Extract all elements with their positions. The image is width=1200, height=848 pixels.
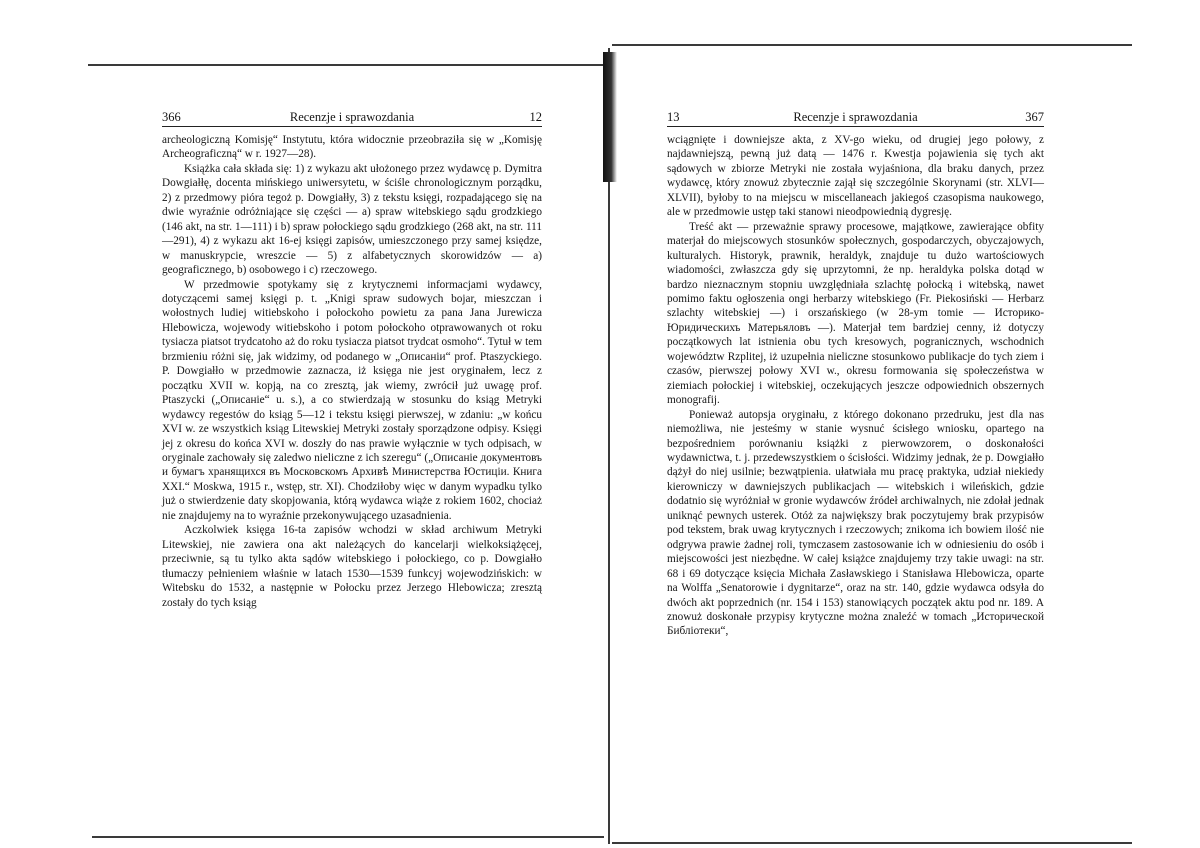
left-page-bottom-edge (92, 836, 604, 838)
right-page-header (667, 108, 1044, 127)
left-page-top-edge (88, 64, 608, 66)
paragraph: wciągnięte i downiejsze akta, z XV-go wieku, od drugiej jego połowy, z najdawniejszą, pewną już datą — 1476 r. Kwestja pojawienia się tych akt sądowych w zbiorze Metryki nie została wyjaśniona, dla braku danych, przez wydawcę, który znowuż zbytecznie zajął się szczególnie Skorynami (str. XLVI—XLVII), byłoby to na miejscu w miscellaneach jakiegoś czasopisma naukowego, ale w przedmowie ustęp taki stanowi nieodpowiednią dygresję. (667, 134, 1044, 219)
right-page-body (667, 133, 1044, 639)
left-page-header (162, 108, 542, 127)
paragraph: Treść akt — przeważnie sprawy procesowe, majątkowe, zawierające obfity materjał do miejscowych stosunków społecznych, gospodarczych, obyczajowych, kulturalych. Historyk, prawnik, heraldyk, znajduje tu dużo wartościowych wiadomości, zwłaszcza gdy się uprzytomni, że np. heraldyka polska dotąd w bardzo nieznacznym stopniu uwzględniała szlachtę połocką i witebską, nawet pomimo faktu ogłoszenia ongi herbarzy witebskiego (Fr. Piekosiński — Herbarz szlachty witebskiej —) i orszańskiego (w 28-ym tomie — Историко-Юридическихъ Матерьяловъ —). Materjał tem bardziej cenny, iż dotyczy początkowych lat istnienia obu tych kresowych, pogranicznych, wschodnich województw Rzplitej, iż uzupełnia nieliczne stosunkowo publikacje do tych ziem i czasów, pierwszej połowy XVI w., okresu formowania się społeczeństwa w ziemiach połockiej i witebskiej, oczekujących jeszcze odpowiednich obszernych monografij. (667, 220, 1044, 407)
left-section-number: 12 (529, 110, 542, 124)
left-page-number: 366 (162, 110, 181, 124)
paragraph: Ponieważ autopsja oryginału, z którego dokonano przedruku, jest dla nas niemożliwa, nie jesteśmy w stanie wysnuć ścisłego wniosku, opartego na bezpośredniem porównaniu książki z pierwowzorem, o doskonałości wydawnictwa, t. j. przedewszystkiem o ścisłości. Widzimy jednak, że p. Dowgiałło dążył do niej usilnie; bezwątpienia. ułatwiała mu pracę praktyka, udział niekiedy kierowniczy w dawniejszych publikacjach — witebskich i wileńskich, gdzie dodatnio się wyróżniał w gronie wydawców źródeł archiwalnych, nie zdołał jednak uniknąć pewnych usterek. Otóż za największy brak poczytujemy brak przypisów pod tekstem, brak uwag krytycznych i rzeczowych; znikoma ich bowiem ilość nie odgrywa prawie żadnej roli, tymczasem zastosowanie ich w odniesieniu do osób i miejscowości jest niezbędne. W całej książce znajdujemy trzy takie uwagi: na str. 68 i 69 dotyczące księcia Michała Zasławskiego i Stanisława Hlebowicza, oparte na Wolffa „Senatorowie i dygnitarze“, oraz na str. 140, gdzie wydawca odsyła do dwóch akt poprzednich (nr. 154 i 153) stanowiących początek aktu pod nr. 189. A znowuż doskonałe przypisy krytyczne można znaleźć w tomach „Исторической Библіотеки“, (667, 408, 1044, 638)
right-page-number: 367 (1025, 110, 1044, 124)
gutter-shadow (603, 52, 617, 182)
paragraph: W przedmowie spotykamy się z krytycznemi informacjami wydawcy, dotyczącemi samej księgi p. t. „Knigi spraw sudowych bojar, mieszczan i wołostnych ludiej witiebskoho i połockoho powietu za pana Jana Jurewicza Hlebowicza, wojewody witiebskoho i potom połockoho otprawowanych ot roku tysiacza piatsot trydcatoho aż do roku tysiacza piatsot trydcat osmoho“. Tytuł w tem brzmieniu różni się, jak widzimy, od podanego w „Описаніи“ prof. Ptaszyckiego. P. Dowgiałło w przedmowie zaznacza, iż księga nie jest oryginałem, lecz z początku XVII w. kopją, na co zresztą, jak wiemy, zwrócił już uwagę prof. Ptaszycki („Описаніе“ u. s.), a co stwierdzają w stosunku do ksiąg Metryki wydawcy regestów do ksiąg 5—12 i tekstu księgi pierwszej, w zdaniu: „w końcu XVI w. ze wszystkich ksiąg Litewskiej Metryki zostały sporządzone odpisy. Księgi jej z okresu do końca XVI w. doszły do nas prawie wyłącznie w tych odpisach, w oryginale zachowały się zaledwo nieliczne z ich szeregu“ („Описаніе документовъ и бумагъ хранящихся въ Московскомъ Архивѣ Министерства Юстиціи. Книга XXI.“ Moskwa, 1915 r., wstęp, str. XI). Chodziłoby więc w danym wypadku tylko już o stwierdzenie daty skopjowania, którą wydawca wiąże z rokiem 1602, chociaż nie znajdujemy na to wyraźnie przekonywującego uzasadnienia. (162, 278, 542, 522)
left-page-body (162, 133, 542, 610)
right-page-top-edge (612, 44, 1132, 46)
paragraph: Książka cała składa się: 1) z wykazu akt ułożonego przez wydawcę p. Dymitra Dowgiałłę, docenta mińskiego uniwersytetu, w ściśle chronologicznym porządku, 2) z przedmowy pióra tegoż p. Dowgiałły, 3) z tekstu księgi, rozpadającego się na dwie wyraźnie odróżniające się części — a) spraw witebskiego sądu grodzkiego (146 akt, na str. 1—111) i b) spraw połockiego sądu grodzkiego (268 akt, na str. 111—291), 4) z wykazu akt 16-ej księgi zapisów, umieszczonego przy samej księdze, w manuskrypcie, wreszcie — 5) z alfabetycznych skorowidzów — a) geograficznego, b) osobowego i c) rzeczowego. (162, 162, 542, 277)
left-page (162, 108, 542, 610)
paragraph: Aczkolwiek księga 16-ta zapisów wchodzi w skład archiwum Metryki Litewskiej, nie zawiera ona akt należących do kancelarji wielkoksiążęcej, przeciwnie, są tu tylko akta sądów witebskiego i połockiego, co p. Dowgiałło tłumaczy pełnieniem właśnie w latach 1530—1539 funkcyj wojewodzińskich: w Witebsku do 1532, a następnie w Połocku przez Jerzego Hlebowicza; zresztą zostały do tych ksiąg (162, 524, 542, 609)
paragraph: archeologiczną Komisję“ Instytutu, która widocznie przeobraziła się w „Komisję Archeograficzną“ w r. 1927—28). (162, 134, 542, 161)
left-running-title: Recenzje i sprawozdania (289, 110, 415, 124)
right-page-bottom-edge (612, 842, 1132, 844)
right-running-title: Recenzje i sprawozdania (793, 110, 918, 124)
right-page (667, 108, 1044, 639)
right-section-number: 13 (667, 110, 680, 124)
